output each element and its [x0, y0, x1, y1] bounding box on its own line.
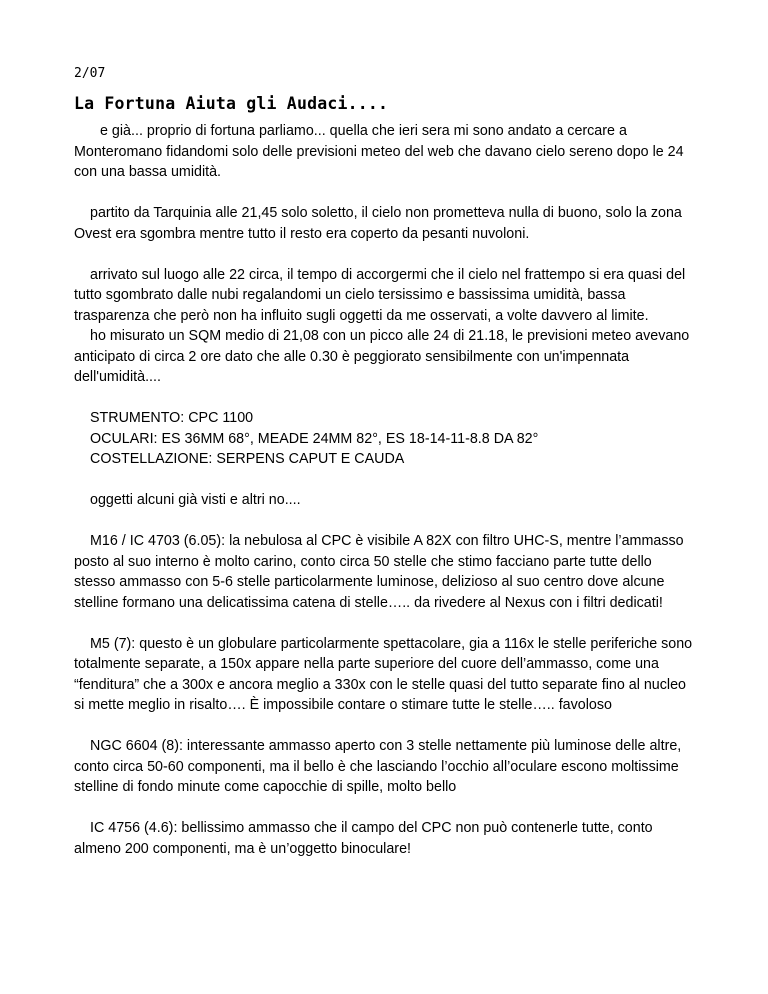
object-ngc6604-paragraph: NGC 6604 (8): interessante ammasso aperto con 3 stelle nettamente più luminose delle altre, conto circa 50-60 componenti, ma il bello è che lasciando l’occhio all’oculare escono moltissime stelline di fondo minute come capocchie di spille, molto bello: [74, 738, 682, 795]
paragraph-gap: [74, 613, 694, 634]
paragraph-gap: [74, 511, 694, 532]
paragraph-gap: [74, 716, 694, 737]
object-m16-paragraph: M16 / IC 4703 (6.05): la nebulosa al CPC è visibile A 82X con filtro UHC-S, mentre l’ammasso posto al suo interno è molto carino, conto circa 50 stelle che stimo facciano parte tutte dello stesso ammasso con 5-6 stelle particolarmente luminose, delizioso al suo centro dove alcune stelline formano una delicatissima catena di stelle….. da rivedere al Nexus con i filtri dedicati!: [74, 533, 684, 611]
object-m5-paragraph: M5 (7): questo è un globulare particolarmente spettacolare, gia a 116x le stelle periferiche sono totalmente separate, a 150x appare nella parte superiore del cuore dell’ammasso, come una “fenditura” che a 300x e ancora meglio a 330x con le stelle quasi del tutto separate fino al nucleo si mette meglio in risalto…. È impossibile contare o stimare tutte le stelle….. favoloso: [74, 635, 693, 713]
equipment-block: [74, 408, 694, 470]
objects-intro-paragraph: oggetti alcuni già visti e altri no....: [90, 492, 301, 508]
sqm-paragraph: ho misurato un SQM medio di 21,08 con un picco alle 24 di 21.18, le previsioni meteo avevano anticipato di circa 2 ore dato che alle 0.30 è peggiorato sensibilmente con un'impennata dell'umidità....: [74, 328, 690, 385]
document-date: 2/07: [74, 66, 106, 81]
object-ic4756-paragraph: IC 4756 (4.6): bellissimo ammasso che il campo del CPC non può contenerle tutte, conto almeno 200 componenti, ma è un’oggetto binoculare!: [74, 820, 653, 857]
paragraph-gap: [74, 798, 694, 819]
departure-paragraph: partito da Tarquinia alle 21,45 solo soletto, il cielo non prometteva nulla di buono, solo la zona Ovest era sgombra mentre tutto il resto era coperto da pesanti nuvoloni.: [74, 205, 682, 242]
arrival-paragraph: arrivato sul luogo alle 22 circa, il tempo di accorgermi che il cielo nel frattempo si era quasi del tutto sgombrato dalle nubi regalandomi un cielo tersissimo e bassissima umidità, bassa trasparenza che però non ha influito sugli oggetti da me osservati, a volte davvero al limite.: [74, 266, 686, 324]
paragraph-gap: [74, 244, 694, 265]
document-body: [74, 121, 694, 859]
instrument-line: STRUMENTO: CPC 1100: [90, 410, 254, 426]
constellation-line: COSTELLAZIONE: SERPENS CAPUT E CAUDA: [90, 451, 405, 467]
document-title: La Fortuna Aiuta gli Audaci....: [74, 94, 389, 113]
eyepieces-line: OCULARI: ES 36MM 68°, MEADE 24MM 82°, ES 18-14-11-8.8 DA 82°: [90, 430, 539, 447]
paragraph-gap: [74, 470, 694, 491]
intro-paragraph: e già... proprio di fortuna parliamo... quella che ieri sera mi sono andato a cercare a Monteromano fidandomi solo delle previsioni meteo del web che davano cielo sereno dopo le 24 con una bassa umidità.: [74, 123, 684, 180]
paragraph-gap: [74, 183, 694, 204]
paragraph-gap: [74, 388, 694, 409]
